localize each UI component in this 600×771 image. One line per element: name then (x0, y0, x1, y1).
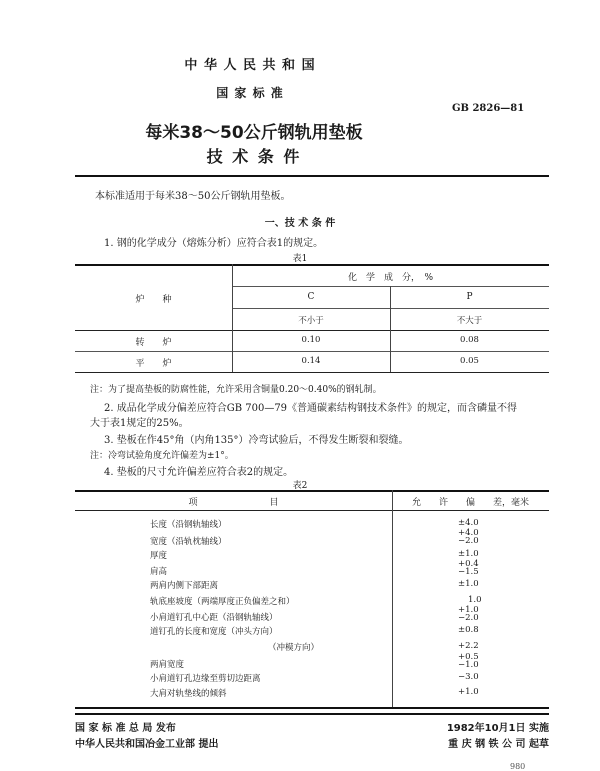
paragraph-4: 4. 垫板的尺寸允许偏差应符合表2的规定。 (104, 467, 294, 478)
table2-tolerance-lower: −2.0 (458, 536, 479, 546)
table2-tolerance-lower: −2.0 (458, 613, 479, 623)
table2-tolerance-upper: +4.0 (458, 528, 479, 538)
standard-code: GB 2826—81 (452, 103, 525, 114)
table1-cell-c: 0.10 (301, 335, 321, 345)
table2-item: 长度（沿钢轨轴线） (150, 520, 227, 530)
table2-row (0, 652, 600, 670)
table2-item: 大肩对轨垫线的倾斜 (150, 689, 227, 699)
table2-tolerance: ±1.0 (458, 549, 479, 559)
table1-row-name: 转 炉 (135, 338, 172, 348)
header-line-2: 国 家 标 准 (216, 86, 284, 100)
table1-caption: 表1 (292, 254, 308, 264)
table2-row (0, 605, 600, 623)
footer-implementation-date: 1982年10月1日 实施 (446, 723, 549, 734)
table2-item: 轨底座坡度（两端厚度正负偏差之和） (150, 597, 295, 607)
table2-tolerance: −3.0 (458, 672, 479, 682)
table2-header-item: 项 目 (188, 498, 279, 508)
table2-header-tolerance: 允 许 偏 差，毫米 (411, 498, 529, 508)
paragraph-2-line-2: 大于表1规定的25%。 (90, 418, 189, 429)
table2-row (0, 595, 600, 607)
table2-row (0, 559, 600, 577)
note-1: 注：为了提高垫板的防腐性能，允许采用含铜量0.20～0.40%的钢轧制。 (90, 385, 382, 395)
table1-row-name: 平 炉 (135, 359, 172, 369)
table2-item: 宽度（沿轨枕轴线） (150, 537, 227, 547)
paragraph-3: 3. 垫板在作45°角（内角135°）冷弯试验后，不得发生断裂和裂缝。 (104, 435, 409, 446)
paragraph-1: 1. 钢的化学成分（熔炼分析）应符合表1的规定。 (104, 238, 324, 249)
section-heading-1: 一、技 术 条 件 (264, 218, 336, 229)
table1-sub-c: 不小于 (298, 316, 324, 326)
table2-tolerance-lower: −1.5 (458, 567, 479, 577)
table2-tolerance: ±0.8 (458, 625, 479, 635)
footer-proposer: 中华人民共和国冶金工业部 提出 (75, 739, 219, 750)
header-line-1: 中 华 人 民 共 和 国 (184, 58, 316, 73)
table2-row (0, 528, 600, 547)
header-rule (75, 175, 549, 177)
table2-item: 小肩道钉孔边缘至剪切边距离 (150, 674, 261, 684)
footer-issuer: 国 家 标 准 总 局 发布 (75, 723, 176, 734)
table2-item: 小肩道钉孔中心距（沿钢轨轴线） (150, 613, 278, 623)
table2-row (0, 579, 600, 591)
table1-col-p: P (466, 292, 473, 302)
table2-tolerance-lower: −1.0 (458, 660, 479, 670)
page-number: 980 (510, 762, 526, 771)
table2-tolerance: +2.2 (458, 641, 479, 651)
intro-paragraph: 本标准适用于每米38～50公斤钢轨用垫板。 (95, 191, 291, 202)
table2-row (0, 549, 600, 561)
table2-tolerance-upper: +1.0 (458, 605, 479, 615)
table2-tolerance-upper: +0.5 (458, 652, 479, 662)
footer-drafter: 重 庆 钢 铁 公 司 起草 (448, 739, 549, 750)
table2-tolerance: ±1.0 (458, 579, 479, 589)
table1-cell-c: 0.14 (301, 356, 321, 366)
document-subtitle: 技 术 条 件 (206, 147, 302, 166)
table1-sub-p: 不大于 (456, 316, 483, 326)
table1-col-c: C (307, 292, 315, 302)
table2-row (0, 518, 600, 530)
document-title: 每米38～50公斤钢轨用垫板 (145, 123, 363, 143)
table1-cell-p: 0.08 (460, 335, 479, 345)
table2-caption: 表2 (292, 481, 308, 491)
table1-cell-p: 0.05 (460, 356, 479, 366)
table2-item: 两肩内侧下部距离 (150, 581, 219, 591)
table2-tolerance: 1.0 (468, 595, 482, 605)
note-2: 注：冷弯试验角度允许偏差为±1°。 (90, 451, 234, 461)
table2-tolerance: +1.0 (458, 687, 479, 697)
table1-col-group: 化 学 成 分， % (347, 273, 434, 283)
table2-row (0, 672, 600, 684)
table2-item: 两肩宽度 (150, 660, 185, 670)
table2-item: 厚度 (150, 551, 168, 561)
table2-row (0, 625, 600, 637)
table2-row (0, 687, 600, 699)
table2-item: 道钉孔的长度和宽度（冲头方向） (150, 627, 278, 637)
table2-tolerance-upper: +0.4 (458, 559, 479, 569)
footer-rule (75, 713, 549, 715)
table1-row-header: 炉 种 (135, 295, 172, 305)
table2-item: （冲模方向） (268, 643, 320, 653)
table2-item: 肩高 (150, 567, 168, 577)
paragraph-2-line-1: 2. 成品化学成分偏差应符合GB 700—79《普通碳素结构钢技术条件》的规定，而含磷量不得 (104, 403, 518, 414)
table2-row (0, 641, 600, 653)
table2-tolerance: ±4.0 (458, 518, 479, 528)
